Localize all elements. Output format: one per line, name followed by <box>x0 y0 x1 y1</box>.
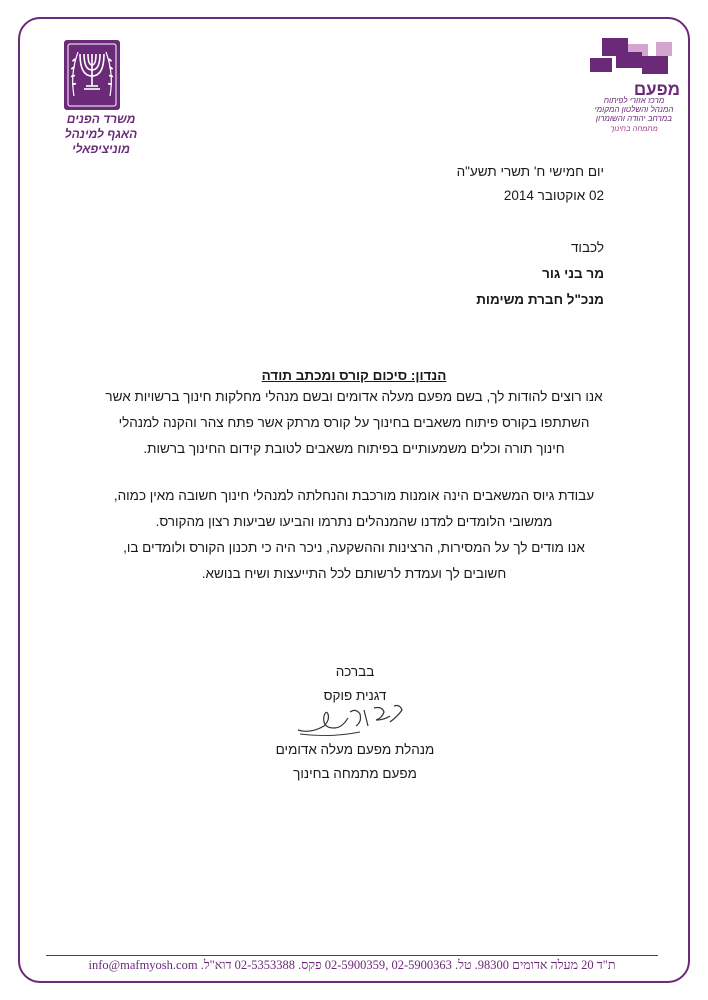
letter-subject: הנדון: סיכום קורס ומכתב תודה <box>261 368 447 383</box>
signer-title: מנהלת מפעם מעלה אדומים <box>275 742 435 757</box>
date-hebrew: יום חמישי ח' תשרי תשע"ה <box>456 164 604 179</box>
menorah-emblem-icon <box>64 40 120 110</box>
ministry-line-2: האגף למינהל מוניציפאלי <box>64 127 138 156</box>
paragraph-line: אנו רוצים להודות לך, בשם מפעם מעלה אדומים ובשם מנהלי מחלקות חינוך ברשויות אשר <box>105 389 603 404</box>
mafam-name: מפעם <box>633 80 680 99</box>
handwritten-signature-icon <box>290 698 410 740</box>
signer-name: דגנית פוקס <box>323 688 387 703</box>
paragraph-2 <box>104 483 604 587</box>
paragraph-line: אנו מודים לך על המסירות, הרצינות וההשקעה, ניכר היה כי תכנון הקורס ולומדים בו, <box>123 540 585 555</box>
recipient-role: מנכ"ל חברת משימות <box>476 292 604 307</box>
mafam-tagline-1: מרכז אזורי לפיתוח <box>603 96 665 105</box>
ministry-line-1: משרד הפנים <box>66 112 136 126</box>
footer-divider <box>46 955 658 956</box>
closing-greeting: בברכה <box>335 664 375 679</box>
footer-contact: ת"ד 20 מעלה אדומים 98300. טל. 02-5900363 ,02-5900359 פקס. 02-5353388 דוא"ל. info@mafmyosh.com <box>88 958 616 972</box>
paragraph-line: ממשובי הלומדים למדנו שהמנהלים נתרמו והביעו שביעות רצון מהקורס. <box>155 514 553 529</box>
paragraph-line: עבודת גיוס המשאבים הינה אומנות מורכבת והנחלתה למנהלי חינוך חשובה מאין כמוה, <box>113 488 595 503</box>
paragraph-line: השתתפו בקורס פיתוח משאבים בחינוך על קורס מרתק אשר פתח צהר והקנה למנהלי <box>118 415 590 430</box>
mafam-subtitle: מתמחה בחינוך <box>610 124 658 133</box>
mafam-tagline <box>586 96 682 123</box>
date-gregorian: 02 אוקטובר 2014 <box>503 188 604 203</box>
salutation-to: לכבוד <box>570 240 604 255</box>
mafam-tagline-3: במרחב יהודה והשומרון <box>595 114 673 123</box>
paragraph-1 <box>104 384 604 462</box>
ministry-name <box>36 112 166 157</box>
signer-organization: מפעם מתמחה בחינוך <box>293 766 417 781</box>
paragraph-line: חינוך תורה וכלים משמעותיים בפיתוח משאבים לטובת קידום החינוך ברשות. <box>143 441 565 456</box>
mafam-tagline-2: המנהל והשלטון המקומי <box>594 105 674 114</box>
paragraph-line: חשובים לך ועמדת לרשותם לכל התייעצות ושיח בנושא. <box>201 566 507 581</box>
recipient-name: מר בני גור <box>542 266 604 281</box>
